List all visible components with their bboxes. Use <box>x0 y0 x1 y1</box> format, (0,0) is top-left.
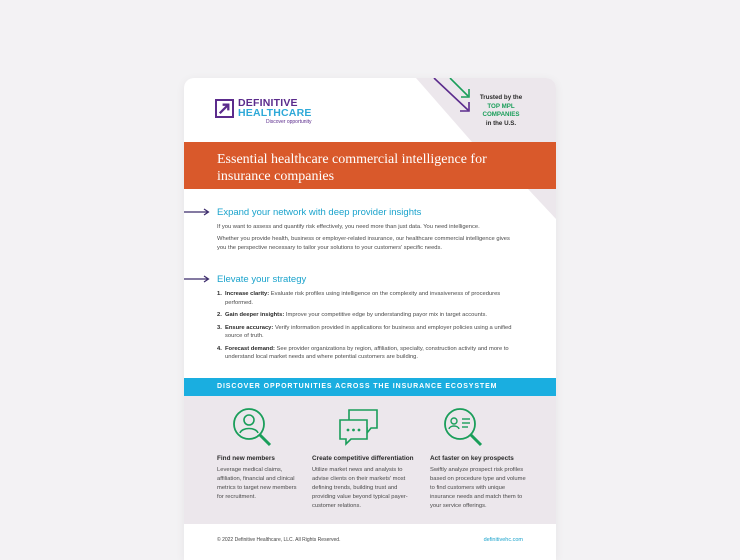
search-profile-icon <box>441 406 485 450</box>
strategy-list <box>217 290 527 366</box>
flyer-page <box>184 78 556 560</box>
feature-title: Find new members <box>217 455 275 462</box>
list-item <box>217 324 527 341</box>
feature-title: Create competitive differentiation <box>312 455 414 462</box>
item-text: Verify information provided in applications for business and employer policies using a unified source of truth. <box>225 324 512 339</box>
item-lead: Increase clarity: <box>225 291 270 297</box>
logo-tagline: Discover opportunity <box>265 119 312 125</box>
list-item <box>217 311 527 320</box>
item-number: 4. <box>217 345 222 352</box>
section1-title: Expand your network with deep provider insights <box>217 206 422 218</box>
feature-title: Act faster on key prospects <box>430 455 514 462</box>
section2-title: Elevate your strategy <box>217 273 307 285</box>
item-number: 2. <box>217 312 222 318</box>
item-lead: Ensure accuracy: <box>225 324 274 331</box>
section1-paragraph1: If you want to assess and quantify risk effectively, you need more than just data. You need intelligence. <box>217 224 480 230</box>
feature-body: Leverage medical claims, affiliation, financial and clinical metrics to target new members for recruitment. <box>217 467 297 500</box>
trusted-highlight2: COMPANIES <box>482 111 520 118</box>
arrow-right-icon <box>184 208 210 216</box>
item-text: Evaluate risk profiles using intelligence on the complexity and invasiveness of procedures performed. <box>225 291 501 306</box>
arrow-right-icon <box>184 275 210 283</box>
logo-line1: DEFINITIVE <box>238 97 298 109</box>
feature-body: Utilize market news and analysis to advise clients on their markets' most defining trends, building trust and providing value beyond typical payer-customer relations. <box>312 467 408 509</box>
logo-mark-icon <box>215 99 234 118</box>
item-number: 3. <box>217 324 222 331</box>
list-item <box>217 345 527 362</box>
section-heading-network <box>184 206 421 218</box>
section-heading-strategy <box>184 273 306 285</box>
list-item <box>217 290 527 307</box>
feature-columns <box>184 396 556 524</box>
search-user-icon <box>230 406 274 450</box>
trusted-line1: Trusted by the <box>479 94 523 101</box>
trusted-highlight1: TOP MPL <box>487 102 515 110</box>
company-logo <box>215 98 312 125</box>
copyright: © 2022 Definitive Healthcare, LLC. All Rights Reserved. <box>217 537 341 543</box>
trusted-line2: in the U.S. <box>485 119 517 127</box>
item-lead: Gain deeper insights: <box>225 312 285 318</box>
logo-line2: HEALTHCARE <box>238 107 312 119</box>
item-lead: Forecast demand: <box>225 345 275 352</box>
ecosystem-strip <box>184 378 556 396</box>
trusted-badge <box>466 94 536 128</box>
feature-body: Swiftly analyze prospect risk profiles based on procedure type and volume to find customers with unique insurance needs and match them to your service offerings. <box>430 467 526 509</box>
banner-wedge <box>528 189 556 219</box>
item-number: 1. <box>217 291 222 297</box>
website-link[interactable]: definitivehc.com <box>483 537 523 543</box>
item-text: Improve your competitive edge by understanding payor mix in target accounts. <box>284 312 487 318</box>
chat-bubbles-icon <box>337 406 381 450</box>
section1-paragraph2: Whether you provide health, business or employer-related insurance, our healthcare commercial intelligence gives you the perspective necessary to tailor your solutions to your customers' specific needs. <box>217 236 510 251</box>
strip-heading: DISCOVER OPPORTUNITIES ACROSS THE INSURANCE ECOSYSTEM <box>217 383 498 390</box>
item-text: See provider organizations by region, affiliation, specialty, construction activity and more to understand local market needs and where potential customers are building. <box>225 345 509 360</box>
page-title: Essential healthcare commercial intelligence for insurance companies <box>217 152 487 184</box>
title-banner <box>184 142 556 189</box>
